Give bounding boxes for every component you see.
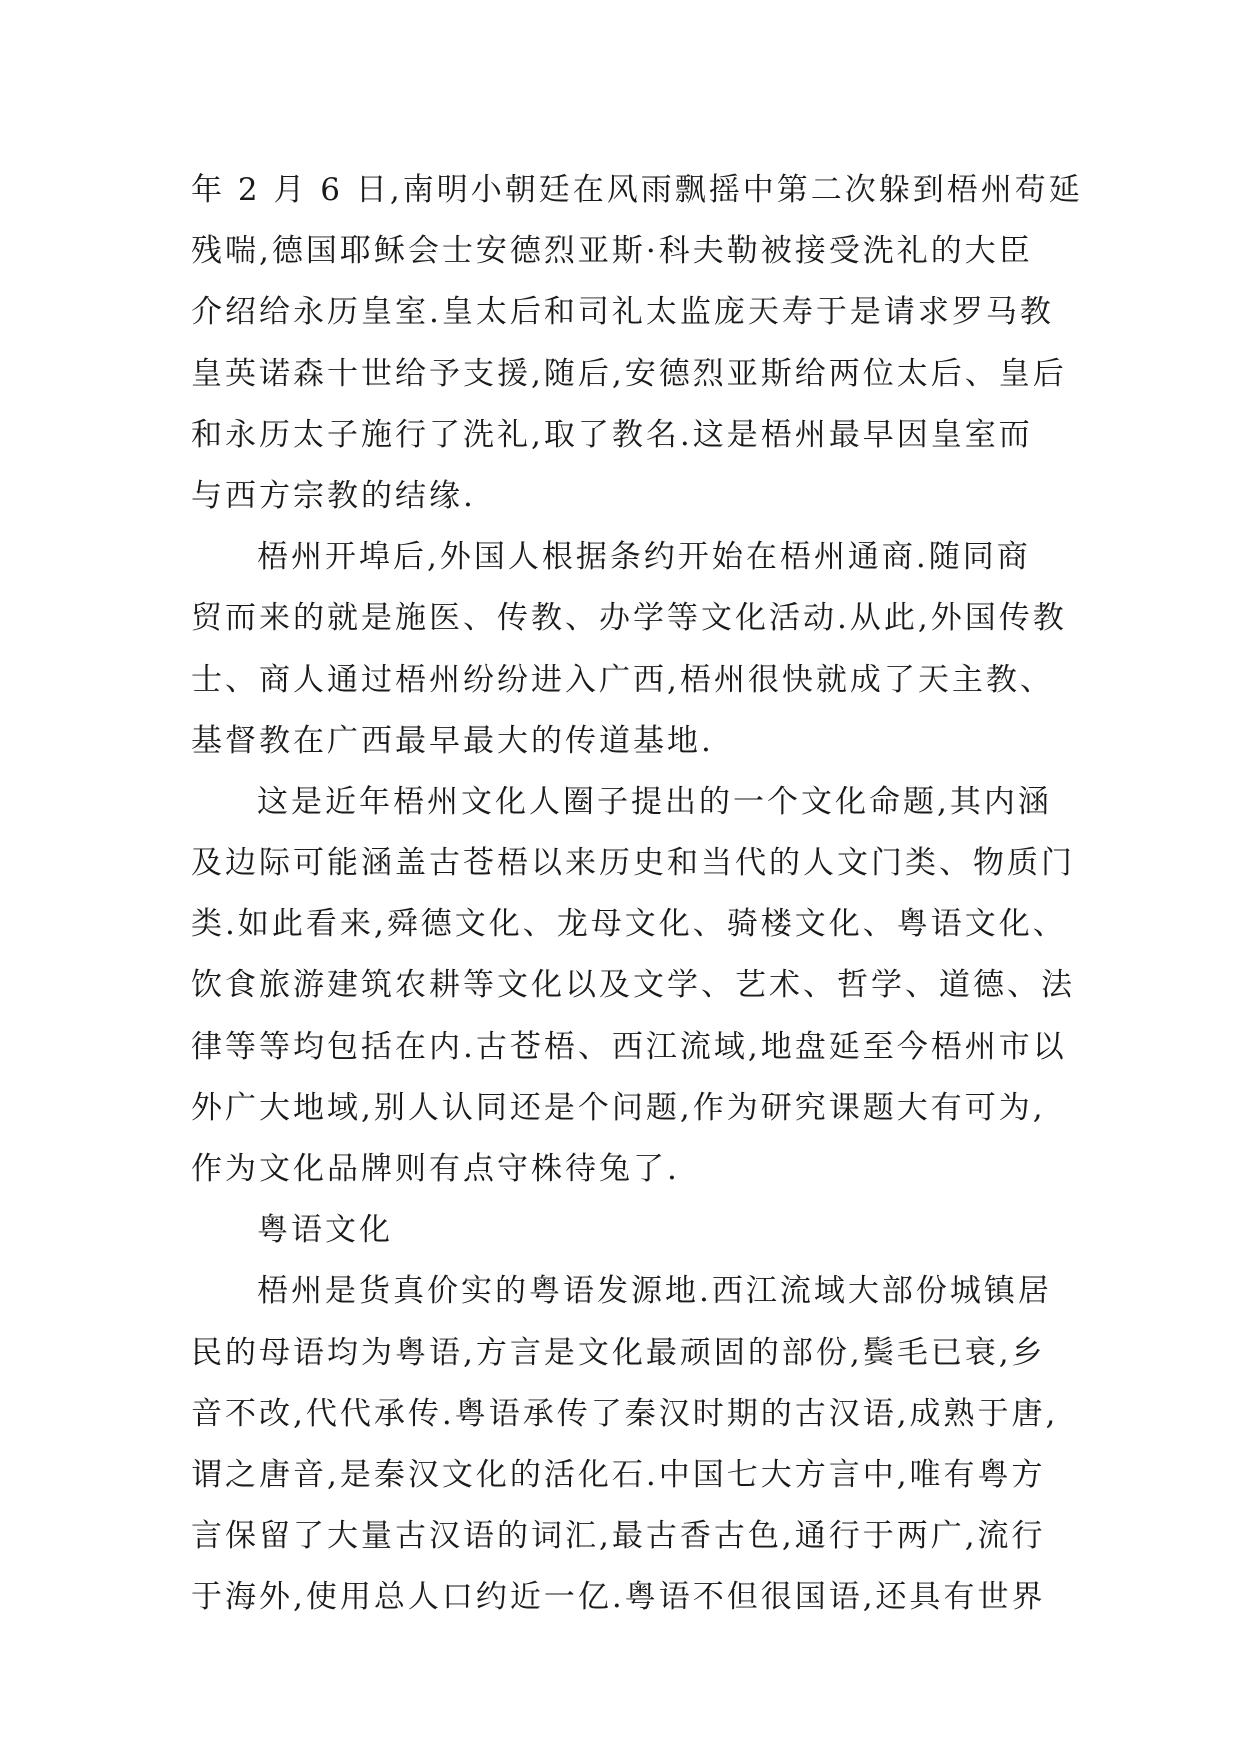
text-line: 粤语文化 xyxy=(257,1212,393,1249)
text-line: 谓之唐音,是秦汉文化的活化石.中国七大方言中,唯有粤方 xyxy=(191,1456,1046,1493)
text-line: 与西方宗教的结缘. xyxy=(191,477,476,514)
text-line: 梧州开埠后,外国人根据条约开始在梧州通商.随同商 xyxy=(257,539,1031,576)
text-line: 于海外,使用总人口约近一亿.粤语不但很国语,还具有世界 xyxy=(191,1579,1046,1616)
text-line: 介绍给永历皇室.皇太后和司礼太监庞天寿于是请求罗马教 xyxy=(191,294,1054,331)
text-line: 梧州是货真价实的粤语发源地.西江流域大部份城镇居 xyxy=(257,1273,1052,1310)
text-line: 皇英诺森十世给予支援,随后,安德烈亚斯给两位太后、皇后 xyxy=(191,355,1067,392)
text-line: 这是近年梧州文化人圈子提出的一个文化命题,其内涵 xyxy=(257,783,1052,820)
text-line: 民的母语均为粤语,方言是文化最顽固的部份,鬓毛已衰,乡 xyxy=(191,1334,1046,1371)
text-line: 饮食旅游建筑农耕等文化以及文学、艺术、哲学、道德、法 xyxy=(191,967,1075,1004)
text-line: 基督教在广西最早最大的传道基地. xyxy=(191,722,714,759)
text-line: 类.如此看来,舜德文化、龙母文化、骑楼文化、粤语文化、 xyxy=(191,906,1067,943)
text-line: 年 2 月 6 日,南明小朝廷在风雨飘摇中第二次躲到梧州苟延 xyxy=(191,172,1083,208)
text-line: 言保留了大量古汉语的词汇,最古香古色,通行于两广,流行 xyxy=(191,1518,1046,1555)
text-line: 贸而来的就是施医、传教、办学等文化活动.从此,外国传教 xyxy=(191,600,1067,637)
text-line: 外广大地域,别人认同还是个问题,作为研究课题大有可为, xyxy=(191,1089,1046,1126)
text-line: 律等等均包括在内.古苍梧、西江流域,地盘延至今梧州市以 xyxy=(191,1028,1067,1065)
body-text xyxy=(191,160,1083,1629)
text-line: 和永历太子施行了洗礼,取了教名.这是梧州最早因皇室而 xyxy=(191,416,1033,453)
text-line: 士、商人通过梧州纷纷进入广西,梧州很快就成了天主教、 xyxy=(191,661,1054,698)
text-line: 音不改,代代承传.粤语承传了秦汉时期的古汉语,成熟于唐, xyxy=(191,1395,1059,1432)
text-line: 残喘,德国耶稣会士安德烈亚斯·科夫勒被接受洗礼的大臣 xyxy=(191,233,1033,270)
text-line: 作为文化品牌则有点守株待兔了. xyxy=(191,1151,680,1187)
text-line: 及边际可能涵盖古苍梧以来历史和当代的人文门类、物质门 xyxy=(191,845,1075,882)
